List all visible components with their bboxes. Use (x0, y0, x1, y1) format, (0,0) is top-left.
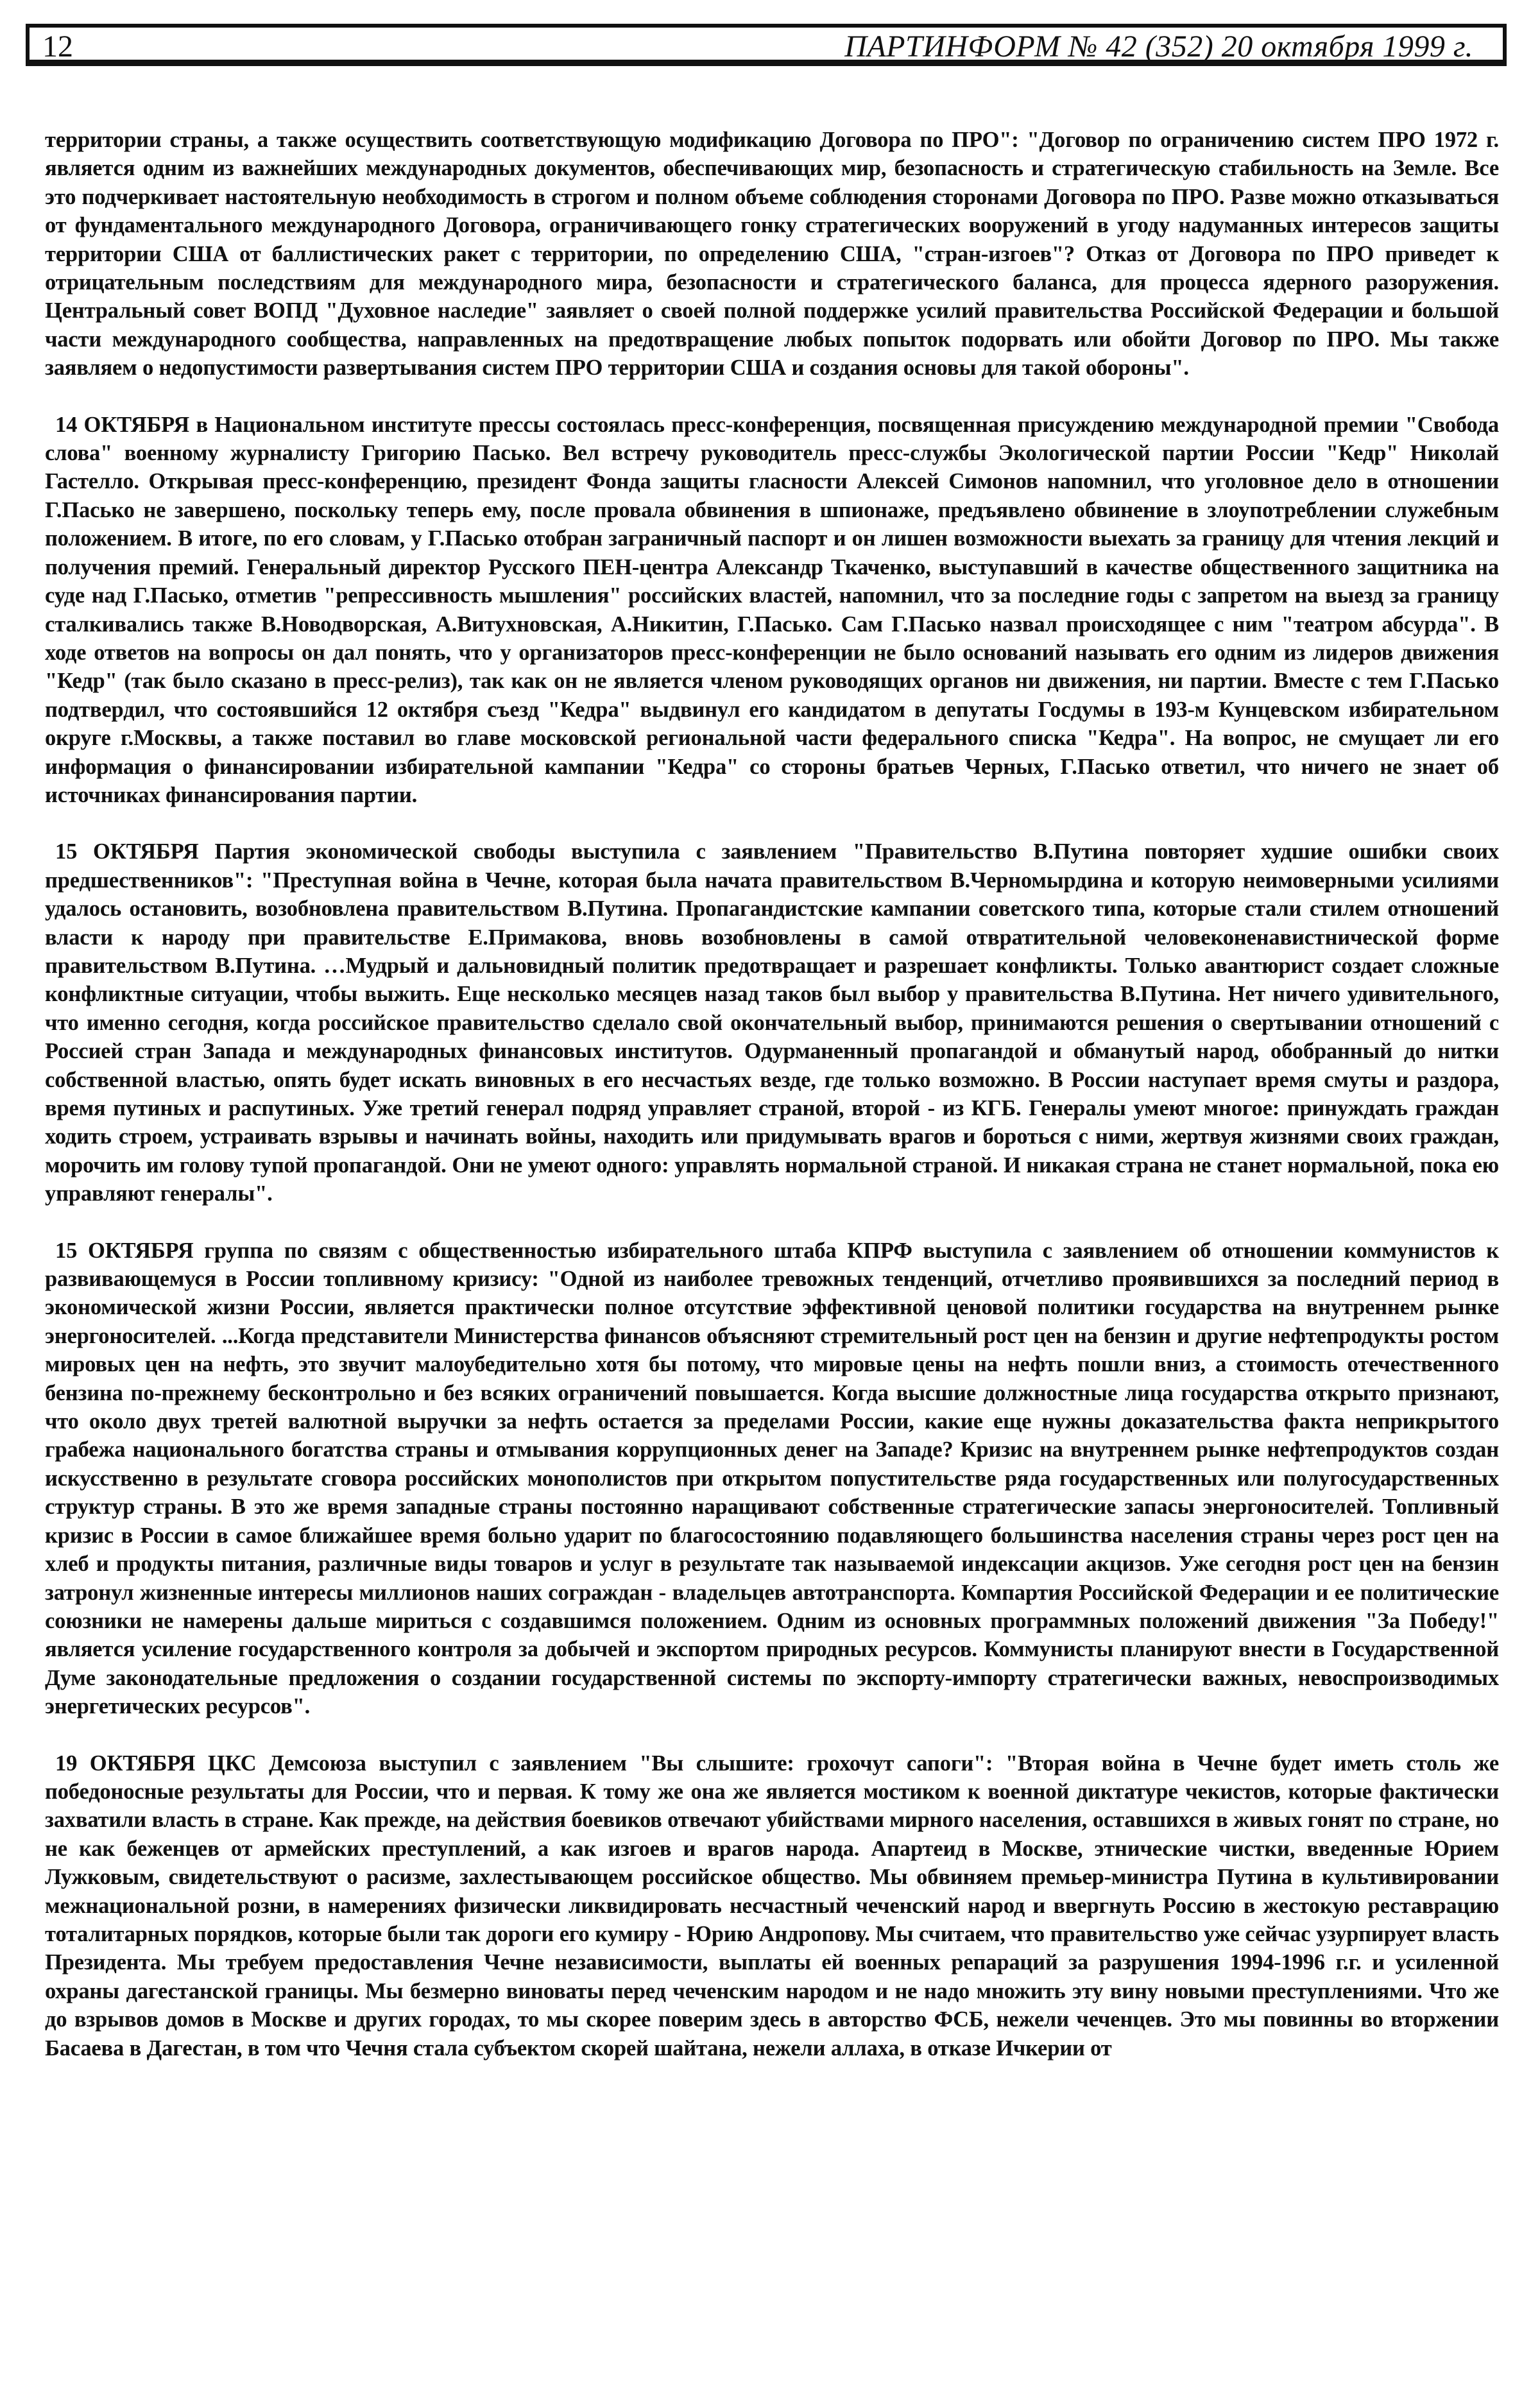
paragraph: территории страны, а также осуществить соответствующую модификацию Договора по ПРО": "Договор по ограничению систем ПРО 1972 г. является одним из важнейших международных документов, обеспечивающих мир, безопасность и стратегическую стабильность на Земле. Все это подчеркивает настоятельную необходимость в строгом и полном объеме соблюдения сторонами Договора по ПРО. Разве можно отказываться от фундаментального международного Договора, ограничивающего гонку стратегических вооружений в угоду надуманных интересов защиты территории США от баллистических ракет с территории, по определению США, "стран-изгоев"? Отказ от Договора по ПРО приведет к отрицательным последствиям для международного мира, безопасности и стратегического баланса, для процесса ядерного разоружения. Центральный совет ВОПД "Духовное наследие" заявляет о своей полной поддержке усилий правительства Российской Федерации и большой части международного сообщества, направленных на предотвращение любых попыток подорвать или обойти Договор по ПРО. Мы также заявляем о недопустимости развертывания систем ПРО территории США и создания основы для такой обороны". (45, 128, 1499, 381)
page-number: 12 (42, 30, 73, 64)
paragraph: 19 ОКТЯБРЯ ЦКС Демсоюза выступил с заявлением "Вы слышите: грохочут сапоги": "Вторая война в Чечне будет иметь столь же победоносные результаты для России, что и первая. К тому же она же является мостиком к военной диктатуре чекистов, которые фактически захватили власть в стране. Как прежде, на действия боевиков отвечают убийствами мирного населения, оставшихся в живых гонят по стране, но не как беженцев от армейских преступлений, а как изгоев и врагов народа. Апартеид в Москве, этнические чистки, введенные Юрием Лужковым, свидетельствуют о расизме, захлестывающем российское общество. Мы обвиняем премьер-министра Путина в культивировании межнациональной розни, в намерениях физически ликвидировать несчастный чеченский народ и ввергнуть Россию в жестокую реставрацию тоталитарных порядков, которые были так дороги его кумиру - Юрию Андропову. Мы считаем, что правительство уже сейчас узурпирует власть Президента. Мы требуем предоставления Чечне независимости, выплаты ей военных репараций за разрушения 1994-1996 г.г. и усиленной охраны дагестанской границы. Мы безмерно виноваты перед чеченским народом и не надо множить эту вину новыми преступлениями. Что же до взрывов домов в Москве и других городах, то мы скорее поверим здесь в авторство ФСБ, нежели чеченцев. Это мы повинны во вторжении Басаева в Дагестан, в том что Чечня стала субъектом скорей шайтана, нежели аллаха, в отказе Ичкерии от (45, 1751, 1499, 2061)
paragraph: 15 ОКТЯБРЯ группа по связям с общественностью избирательного штаба КПРФ выступила с заявлением об отношении коммунистов к развивающемуся в России топливному кризису: "Одной из наиболее тревожных тенденций, отчетливо проявившихся за последний период в экономической жизни России, является практически полное отсутствие эффективной ценовой политики государства на внутреннем рынке энергоносителей. ...Когда представители Министерства финансов объясняют стремительный рост цен на бензин и другие нефтепродукты ростом мировых цен на нефть, это звучит малоубедительно хотя бы потому, что мировые цены на нефть пошли вниз, а стоимость отечественного бензина по-прежнему бесконтрольно и без всяких ограничений повышается. Когда высшие должностные лица государства открыто признают, что около двух третей валютной выручки за нефть остается за пределами России, какие еще нужны доказательства факта неприкрытого грабежа национального богатства страны и отмывания коррупционных денег на Западе? Кризис на внутреннем рынке нефтепродуктов создан искусственно в результате сговора российских монополистов при открытом попустительстве ряда государственных или полугосударственных структур страны. В это же время западные страны постоянно наращивают собственные стратегические запасы энергоносителей. Топливный кризис в России в самое ближайшее время больно ударит по благосостоянию подавляющего большинства населения страны через рост цен на хлеб и продукты питания, различные виды товаров и услуг в результате так называемой индексации акцизов. Уже сегодня рост цен на бензин затронул жизненные интересы миллионов наших сограждан - владельцев автотранспорта. Компартия Российской Федерации и ее политические союзники не намерены дальше мириться с создавшимся положением. Одним из основных программных положений движения "За Победу!" является усиление государственного контроля за добычей и экспортом природных ресурсов. Коммунисты планируют внести в Государственной Думе законодательные предложения о создании государственной системы по экспорту-импорту стратегически важных, невоспроизводимых энергетических ресурсов". (45, 1238, 1499, 1719)
paragraph: 14 ОКТЯБРЯ в Национальном институте прессы состоялась пресс-конференция, посвященная присуждению международной премии "Свобода слова" военному журналисту Григорию Пасько. Вел встречу руководитель пресс-службы Экологической партии России "Кедр" Николай Гастелло. Открывая пресс-конференцию, президент Фонда защиты гласности Алексей Симонов напомнил, что уголовное дело в отношении Г.Пасько не завершено, поскольку теперь ему, после провала обвинения в шпионаже, предъявлено обвинение в злоупотреблении служебным положением. В итоге, по его словам, у Г.Пасько отобран заграничный паспорт и он лишен возможности выехать за границу для чтения лекций и получения премий. Генеральный директор Русского ПЕН-центра Александр Ткаченко, выступавший в качестве общественного защитника на суде над Г.Пасько, отметив "репрессивность мышления" российских властей, напомнил, что за последние годы с запретом на выезд за границу сталкивались также В.Новодворская, А.Витухновская, А.Никитин, Г.Пасько. Сам Г.Пасько назвал происходящее с ним "театром абсурда". В ходе ответов на вопросы он дал понять, что у организаторов пресс-конференции не было оснований называть его одним из лидеров движения "Кедр" (так было сказано в пресс-релиз), так как он не является членом руководящих органов ни движения, ни партии. Вместе с тем Г.Пасько подтвердил, что состоявшийся 12 октября съезд "Кедра" выдвинул его кандидатом в депутаты Госдумы в 193-м Кунцевском избирательном округе г.Москвы, а также поставил во главе московской региональной части федерального списка "Кедра". На вопрос, не смущает ли его информация о финансировании избирательной кампании "Кедра" со стороны братьев Черных, Г.Пасько ответил, что ничего не знает об источниках финансирования партии. (45, 412, 1499, 807)
issue-title: ПАРТИНФОРМ № 42 (352) 20 октября 1999 г. (844, 30, 1473, 64)
paragraph: 15 ОКТЯБРЯ Партия экономической свободы выступила с заявлением "Правительство В.Путина повторяет худшие ошибки своих предшественников": "Преступная война в Чечне, которая была начата правительством В.Черномырдина и которую неимоверными усилиями удалось остановить, возобновлена правительством В.Путина. Пропагандистские кампании советского типа, которые стали стилем отношений власти к народу при правительстве Е.Примакова, вновь возобновлены в самой отвратительной человеконенавистнической форме правительством В.Путина. …Мудрый и дальновидный политик предотвращает и разрешает конфликты. Только авантюрист создает сложные конфликтные ситуации, чтобы выжить. Еще несколько месяцев назад таков был выбор у правительства В.Путина. Нет ничего удивительного, что именно сегодня, когда российское правительство сделало свой окончательный выбор, принимаются решения о свертывании отношений с Россией стран Запада и международных финансовых институтов. Одурманенный пропагандой и обманутый народ, обобранный до нитки собственной властью, опять будет искать виновных в его несчастьях везде, где только возможно. В России наступает время смуты и раздора, время путиных и распутиных. Уже третий генерал подряд управляет страной, второй - из КГБ. Генералы умеют многое: принуждать граждан ходить строем, устраивать взрывы и начинать войны, находить или придумывать врагов и бороться с ними, жертвуя жизнями своих граждан, морочить им голову тупой пропагандой. Они не умеют одного: управлять нормальной страной. И никакая страна не станет нормальной, пока ею управляют генералы". (45, 839, 1499, 1206)
page-header (26, 24, 1507, 66)
article-body (45, 126, 1499, 2062)
